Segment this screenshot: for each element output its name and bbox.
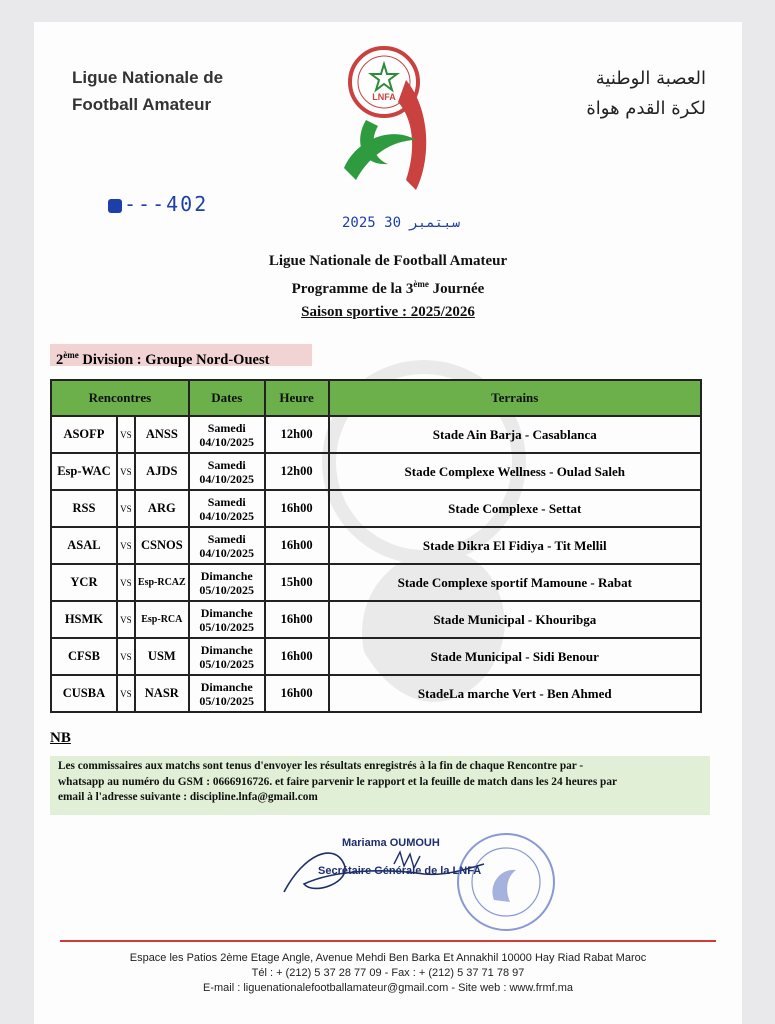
nb-label: NB	[50, 730, 71, 746]
table-row	[51, 490, 701, 527]
nb-note	[50, 756, 710, 815]
reference-number: ---402	[108, 192, 208, 216]
away-team: Esp-RCAZ	[135, 564, 189, 601]
versus: VS	[117, 453, 135, 490]
match-date: Samedi 04/10/2025	[189, 527, 265, 564]
lnfa-logo	[336, 40, 436, 190]
org-name-arabic-line2: لكرة القدم هواة	[586, 98, 706, 119]
division-group-label: 2ème Division : Groupe Nord-Ouest	[50, 344, 312, 366]
match-time: 16h00	[265, 601, 329, 638]
table-row	[51, 527, 701, 564]
match-venue: Stade Complexe - Settat	[329, 490, 701, 527]
footer-divider	[60, 940, 716, 942]
home-team: HSMK	[51, 601, 117, 638]
header-dates: Dates	[189, 380, 265, 416]
versus: VS	[117, 675, 135, 712]
home-team: CUSBA	[51, 675, 117, 712]
away-team: Esp-RCA	[135, 601, 189, 638]
table-row	[51, 564, 701, 601]
match-time: 15h00	[265, 564, 329, 601]
match-venue: Stade Dikra El Fidiya - Tit Mellil	[329, 527, 701, 564]
home-team: ASAL	[51, 527, 117, 564]
versus: VS	[117, 527, 135, 564]
ink-blot-icon	[108, 199, 122, 213]
match-venue: Stade Ain Barja - Casablanca	[329, 416, 701, 453]
match-time: 16h00	[265, 527, 329, 564]
match-date: Dimanche 05/10/2025	[189, 675, 265, 712]
svg-text:LNFA: LNFA	[372, 92, 396, 102]
match-date: Samedi 04/10/2025	[189, 416, 265, 453]
document-titles	[34, 250, 742, 324]
table-row	[51, 453, 701, 490]
match-venue: StadeLa marche Vert - Ben Ahmed	[329, 675, 701, 712]
table-row	[51, 416, 701, 453]
nb-note-line3: email à l'adresse suivante : discipline.lnfa@gmail.com	[58, 791, 318, 803]
match-venue: Stade Complexe Wellness - Oulad Saleh	[329, 453, 701, 490]
away-team: AJDS	[135, 453, 189, 490]
match-date: Dimanche 05/10/2025	[189, 564, 265, 601]
table-row	[51, 675, 701, 712]
table-header-row	[51, 380, 701, 416]
match-time: 16h00	[265, 675, 329, 712]
away-team: USM	[135, 638, 189, 675]
document-page	[34, 22, 742, 1024]
versus: VS	[117, 416, 135, 453]
org-name-arabic	[586, 64, 706, 124]
home-team: YCR	[51, 564, 117, 601]
header-terrains: Terrains	[329, 380, 701, 416]
footer-contact	[34, 951, 742, 996]
home-team: RSS	[51, 490, 117, 527]
footer-email-web: E-mail : liguenationalefootballamateur@gmail.com - Site web : www.frmf.ma	[202, 982, 574, 994]
match-date: Samedi 04/10/2025	[189, 490, 265, 527]
home-team: ASOFP	[51, 416, 117, 453]
org-name-french	[72, 64, 223, 118]
nb-note-line1: Les commissaires aux matchs sont tenus d'envoyer les résultats enregistrés à la fin de chaque Rencontre par -	[58, 760, 584, 772]
home-team: CFSB	[51, 638, 117, 675]
official-stamp	[454, 830, 558, 934]
home-team: Esp-WAC	[51, 453, 117, 490]
date-stamp: 2025 سبتمبر 30	[342, 215, 461, 231]
match-date: Samedi 04/10/2025	[189, 453, 265, 490]
match-date: Dimanche 05/10/2025	[189, 601, 265, 638]
away-team: CSNOS	[135, 527, 189, 564]
org-name-arabic-line1: العصبة الوطنية	[595, 68, 706, 89]
away-team: ARG	[135, 490, 189, 527]
match-venue: Stade Municipal - Khouribga	[329, 601, 701, 638]
title-season: Saison sportive : 2025/2026	[301, 304, 475, 320]
org-name-french-line1: Ligue Nationale de	[72, 68, 224, 87]
signatory-role: Secrétaire Générale de la LNFA	[318, 865, 482, 877]
versus: VS	[117, 490, 135, 527]
table-row	[51, 601, 701, 638]
table-row	[51, 638, 701, 675]
signatory-name: Mariama OUMOUH	[342, 837, 440, 849]
nb-note-line2: whatsapp au numéro du GSM : 0666916726. et faire parvenir le rapport et la feuille de match dans les 24 heures par	[58, 775, 617, 788]
match-time: 16h00	[265, 490, 329, 527]
title-league: Ligue Nationale de Football Amateur	[268, 253, 508, 269]
footer-phone: Tél : + (212) 5 37 28 77 09 - Fax : + (212) 5 37 71 78 97	[251, 967, 525, 979]
header-rencontres: Rencontres	[51, 380, 189, 416]
match-time: 12h00	[265, 453, 329, 490]
match-time: 12h00	[265, 416, 329, 453]
header-heure: Heure	[265, 380, 329, 416]
away-team: ANSS	[135, 416, 189, 453]
away-team: NASR	[135, 675, 189, 712]
versus: VS	[117, 564, 135, 601]
org-name-french-line2: Football Amateur	[72, 95, 212, 114]
match-date: Dimanche 05/10/2025	[189, 638, 265, 675]
versus: VS	[117, 601, 135, 638]
footer-address: Espace les Patios 2ème Etage Angle, Avenue Mehdi Ben Barka Et Annakhil 10000 Hay Riad Rabat Maroc	[129, 952, 647, 964]
match-time: 16h00	[265, 638, 329, 675]
fixtures-table	[50, 379, 702, 713]
title-programme: Programme de la 3ème Journée	[291, 279, 485, 297]
match-venue: Stade Municipal - Sidi Benour	[329, 638, 701, 675]
versus: VS	[117, 638, 135, 675]
match-venue: Stade Complexe sportif Mamoune - Rabat	[329, 564, 701, 601]
